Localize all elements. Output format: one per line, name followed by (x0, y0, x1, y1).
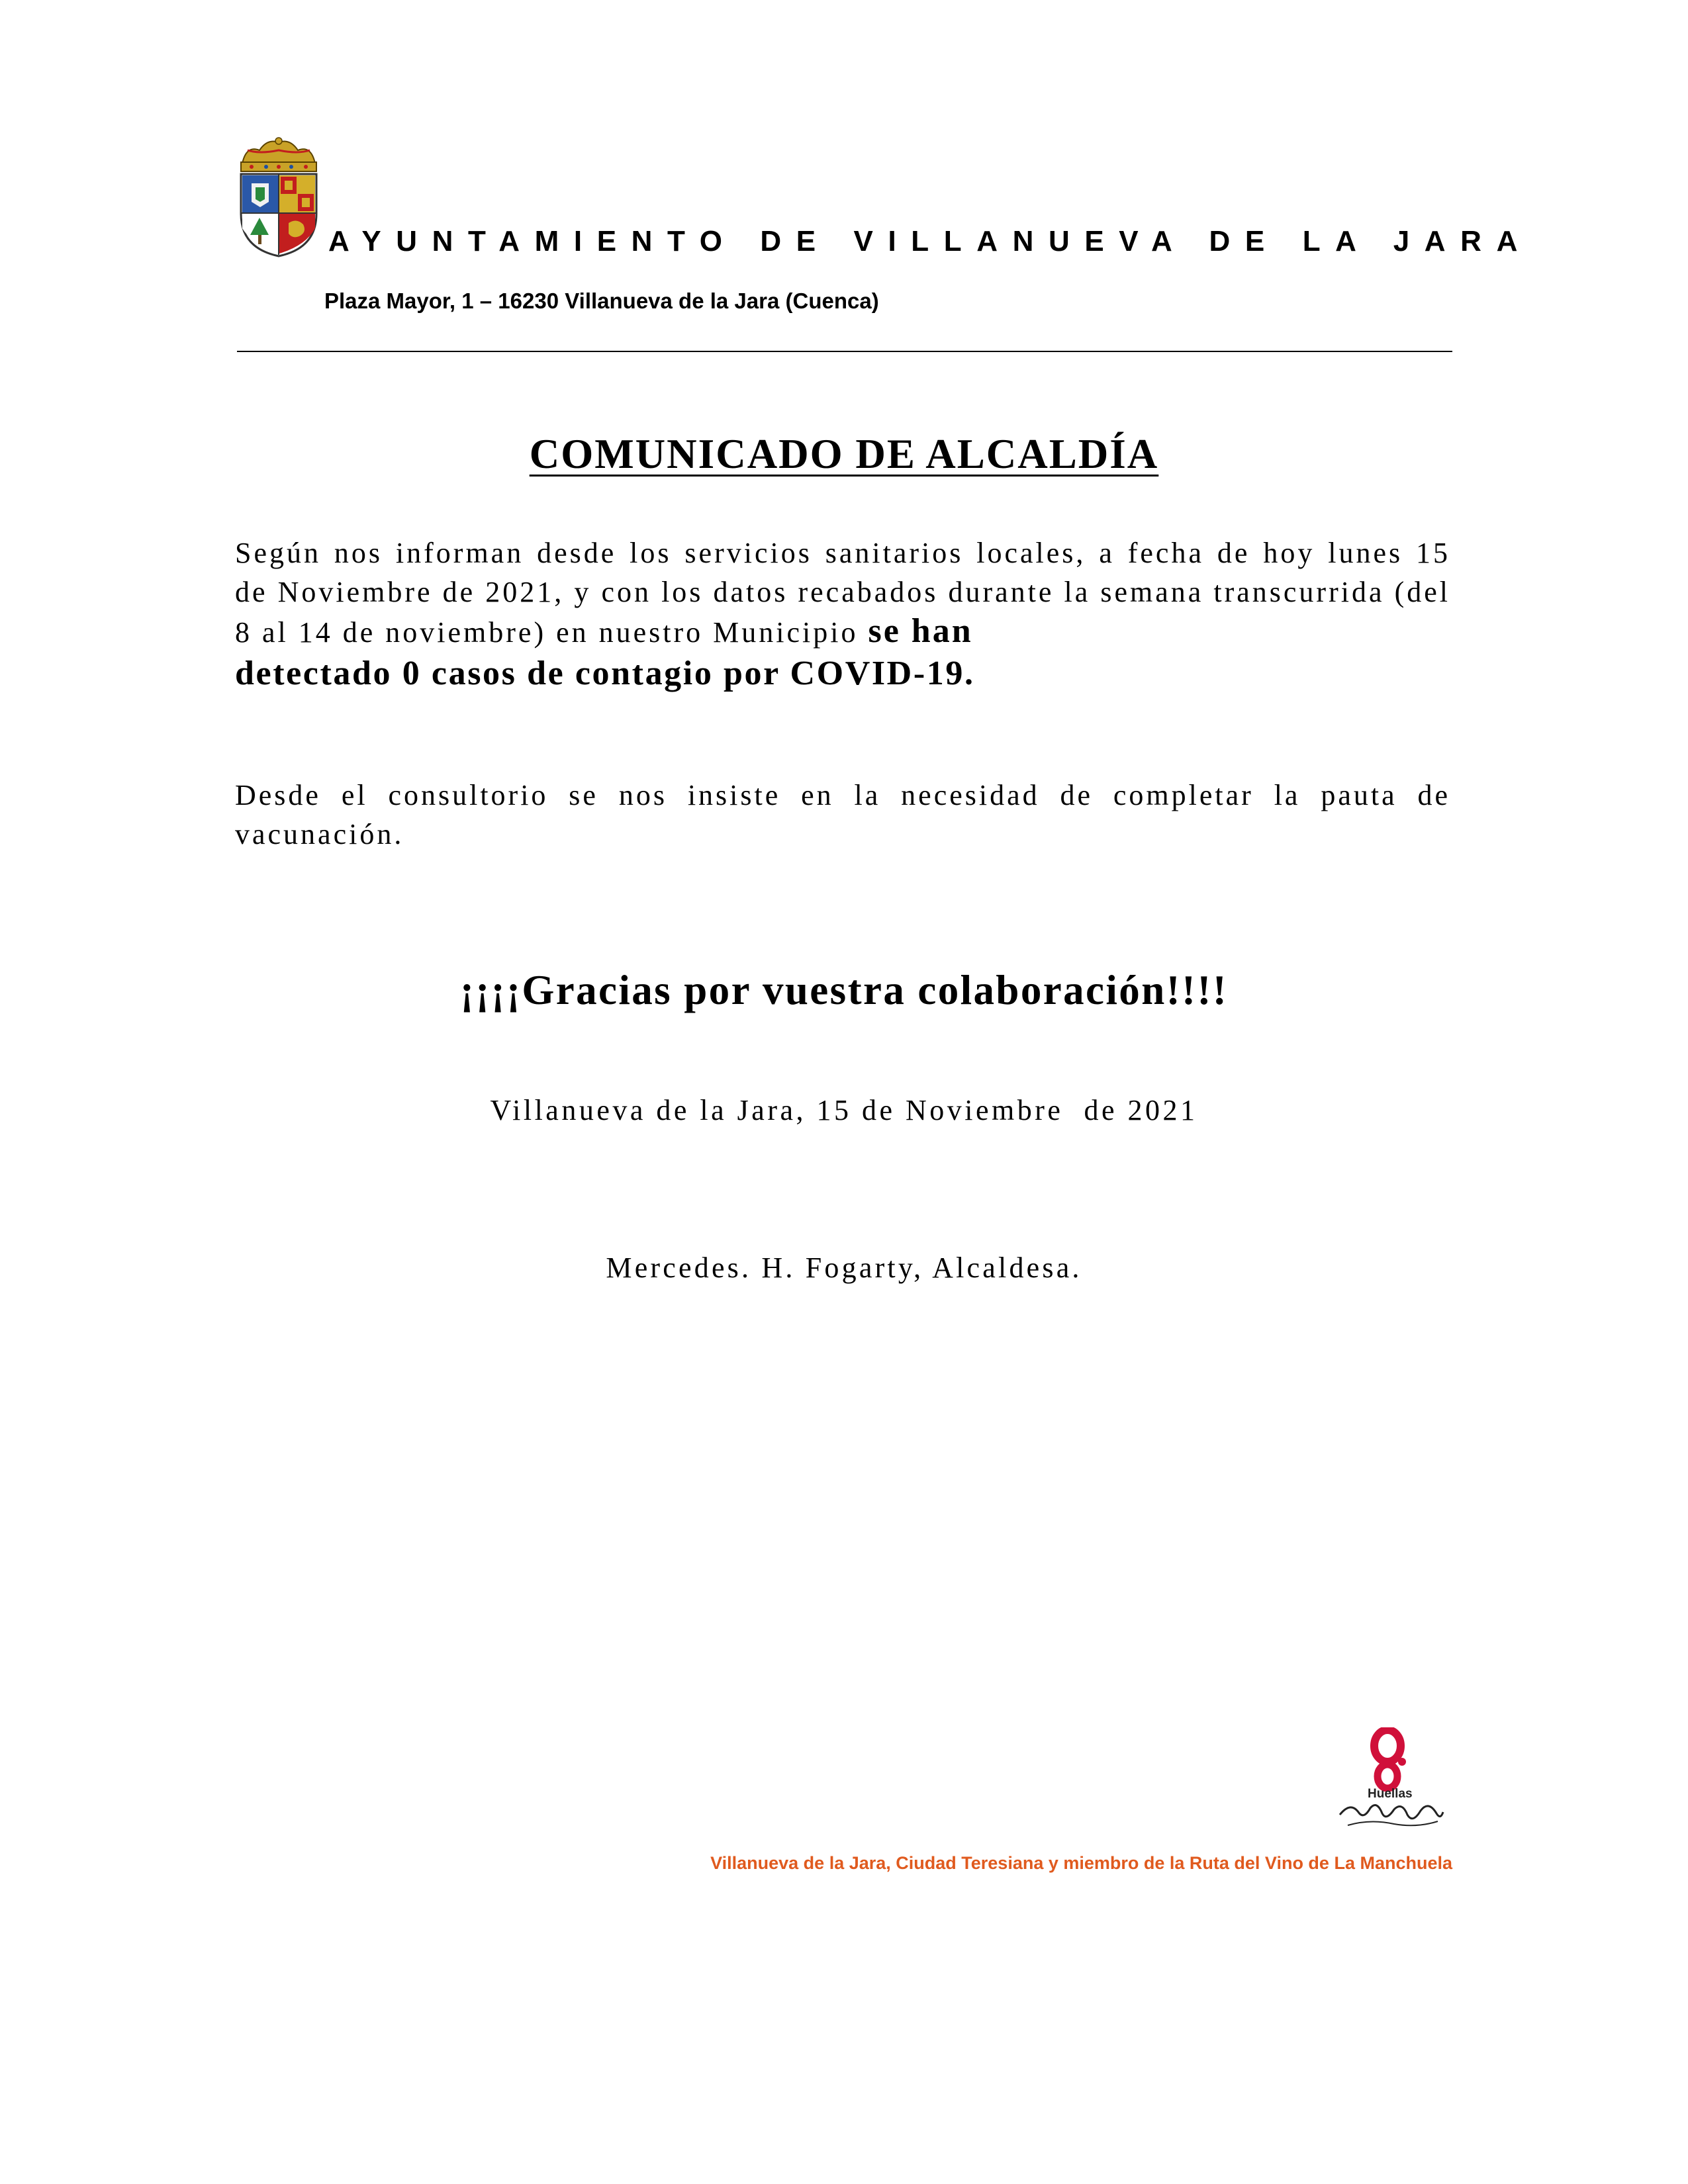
thanks-message: ¡¡¡¡Gracias por vuestra colaboración!!!! (459, 967, 1229, 1013)
signature-line: Mercedes. H. Fogarty, Alcaldesa. (606, 1251, 1082, 1284)
coat-of-arms-logo (233, 136, 324, 258)
header-divider (237, 351, 1452, 352)
paragraph-1-text: Según nos informan desde los servicios sanitarios locales, a fecha de hoy lunes 15 de Noviembre de 2021, y con los datos recabados durante la semana transcurrida (del 8 al 14 de noviembre) en nuestro Municipio (235, 537, 1450, 649)
footprint-icon (1374, 1730, 1406, 1788)
place-and-date: Villanueva de la Jara, 15 de Noviembre de 2021 (490, 1094, 1198, 1126)
shield-icon (241, 174, 316, 256)
body-paragraph-1 (235, 533, 1450, 694)
document-title: COMUNICADO DE ALCALDÍA (529, 431, 1159, 477)
footer-tagline: Villanueva de la Jara, Ciudad Teresiana y miembro de la Ruta del Vino de La Manchuela (710, 1853, 1452, 1873)
paragraph-1-emphasis-end: detectado 0 casos de contagio por COVID-19. (235, 655, 975, 692)
paragraph-1-emphasis-start: se han (868, 612, 973, 650)
huellas-logo (1331, 1727, 1447, 1840)
huellas-logo-word: Huellas (1368, 1787, 1413, 1801)
organization-address: Plaza Mayor, 1 – 16230 Villanueva de la Jara (Cuenca) (324, 289, 879, 313)
body-paragraph-2: Desde el consultorio se nos insiste en la necesidad de completar la pauta de vacunación. (235, 779, 1450, 850)
organization-name: AYUNTAMIENTO DE VILLANUEVA DE LA JARA (328, 225, 1532, 257)
crown-icon (241, 138, 316, 171)
logo-script-signature (1340, 1805, 1443, 1826)
